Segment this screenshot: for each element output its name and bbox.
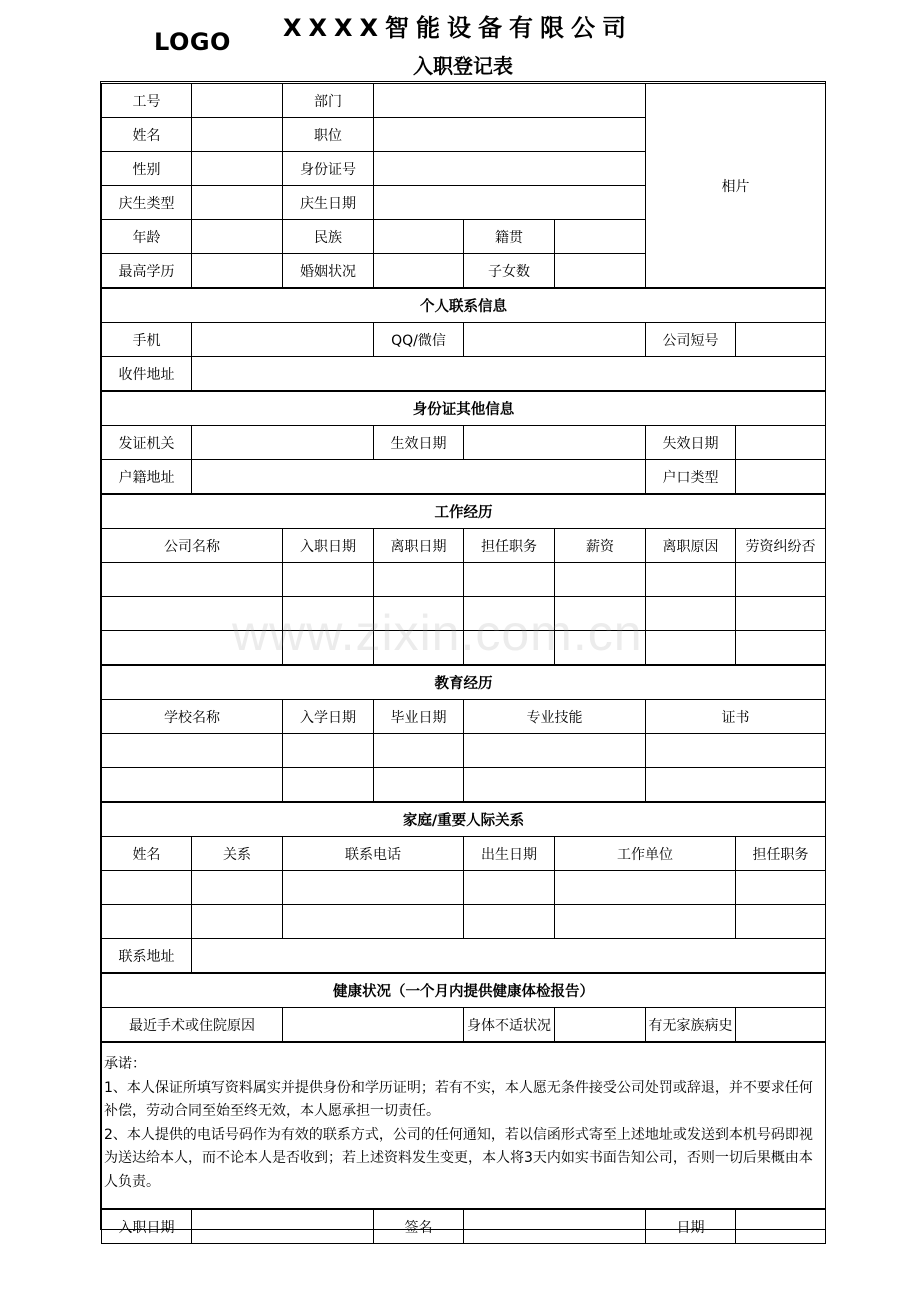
promise-title: 承诺： [104,1056,146,1072]
work-cell[interactable] [464,563,555,597]
label-household-address: 户籍地址 [102,460,192,495]
education-cell[interactable] [464,734,646,768]
field-qq-wechat[interactable] [464,323,646,357]
work-cell[interactable] [464,631,555,666]
field-surgery[interactable] [283,1008,464,1043]
field-birth-date[interactable] [374,186,646,220]
family-cell[interactable] [102,871,192,905]
work-cell[interactable] [374,563,464,597]
label-issuer: 发证机关 [102,426,192,460]
field-marital-status[interactable] [374,254,464,289]
education-cell[interactable] [374,768,464,803]
family-cell[interactable] [736,905,826,939]
work-row [102,597,826,631]
family-header: 联系电话 [283,837,464,871]
field-name[interactable] [192,118,283,152]
label-birth-date: 庆生日期 [283,186,374,220]
work-cell[interactable] [283,597,374,631]
work-header: 担任职务 [464,529,555,563]
field-employee-id[interactable] [192,84,283,118]
education-cell[interactable] [464,768,646,803]
section-work-title: 工作经历 [102,494,826,529]
label-valid-from: 生效日期 [374,426,464,460]
field-mail-address[interactable] [192,357,826,392]
promise-item-1: 1、本人保证所填写资料属实并提供身份和学历证明；若有不实，本人愿无条件接受公司处罚或辞退，并不要求任何补偿，劳动合同至始至终无效，本人愿承担一切责任。 [104,1079,813,1119]
label-ethnicity: 民族 [283,220,374,254]
field-valid-from[interactable] [464,426,646,460]
logo: LOGO [154,28,231,56]
section-education-title: 教育经历 [102,665,826,700]
education-row [102,768,826,803]
family-cell[interactable] [464,871,555,905]
family-header: 关系 [192,837,283,871]
work-header: 离职原因 [646,529,736,563]
field-date[interactable] [736,1209,826,1244]
promise-item-2: 2、本人提供的电话号码作为有效的联系方式，公司的任何通知，若以信函形式寄至上述地址或发送到本机号码即视为送达给本人，而不论本人是否收到；若上述资料发生变更，本人将3天内如实书面告知公司，否则一切后果概由本人负责。 [104,1126,813,1190]
field-family-address[interactable] [192,939,826,974]
work-row [102,563,826,597]
label-children: 子女数 [464,254,555,289]
family-header: 出生日期 [464,837,555,871]
work-cell[interactable] [736,597,826,631]
education-cell[interactable] [102,768,283,803]
work-cell[interactable] [374,631,464,666]
label-family-address: 联系地址 [102,939,192,974]
field-ethnicity[interactable] [374,220,464,254]
family-cell[interactable] [283,871,464,905]
photo-box[interactable]: 相片 [646,84,826,289]
label-position: 职位 [283,118,374,152]
family-row [102,871,826,905]
work-cell[interactable] [102,597,283,631]
section-contact-title: 个人联系信息 [102,288,826,323]
label-company-short: 公司短号 [646,323,736,357]
family-cell[interactable] [102,905,192,939]
label-qq-wechat: QQ/微信 [374,323,464,357]
label-age: 年龄 [102,220,192,254]
work-cell[interactable] [736,563,826,597]
field-company-short[interactable] [736,323,826,357]
label-family-disease: 有无家族病史 [646,1008,736,1043]
section-health-title: 健康状况（一个月内提供健康体检报告） [102,973,826,1008]
work-header: 离职日期 [374,529,464,563]
field-household-type[interactable] [736,460,826,495]
label-employee-id: 工号 [102,84,192,118]
family-cell[interactable] [192,871,283,905]
family-cell[interactable] [283,905,464,939]
label-name: 姓名 [102,118,192,152]
work-cell[interactable] [555,597,646,631]
education-cell[interactable] [646,768,826,803]
label-valid-to: 失效日期 [646,426,736,460]
registration-table [101,83,826,1244]
work-cell[interactable] [464,597,555,631]
education-cell[interactable] [374,734,464,768]
section-family-title: 家庭/重要人际关系 [102,802,826,837]
work-row [102,631,826,666]
work-cell[interactable] [736,631,826,666]
label-native-place: 籍贯 [464,220,555,254]
family-cell[interactable] [555,905,736,939]
education-header: 专业技能 [464,700,646,734]
field-issuer[interactable] [192,426,374,460]
work-cell[interactable] [555,631,646,666]
education-cell[interactable] [283,734,374,768]
label-department: 部门 [283,84,374,118]
work-cell[interactable] [374,597,464,631]
field-gender[interactable] [192,152,283,186]
field-id-number[interactable] [374,152,646,186]
family-cell[interactable] [555,871,736,905]
label-id-number: 身份证号 [283,152,374,186]
work-header: 入职日期 [283,529,374,563]
education-header: 证书 [646,700,826,734]
work-cell[interactable] [102,631,283,666]
work-cell[interactable] [102,563,283,597]
promise-block [102,1042,826,1209]
education-cell[interactable] [102,734,283,768]
work-header: 薪资 [555,529,646,563]
family-cell[interactable] [736,871,826,905]
field-family-disease[interactable] [736,1008,826,1043]
education-header: 学校名称 [102,700,283,734]
education-header: 入学日期 [283,700,374,734]
field-discomfort[interactable] [555,1008,646,1043]
field-native-place[interactable] [555,220,646,254]
work-cell[interactable] [646,597,736,631]
family-row [102,905,826,939]
work-cell[interactable] [283,563,374,597]
work-header: 公司名称 [102,529,283,563]
family-cell[interactable] [464,905,555,939]
form-title: 入职登记表 [413,54,513,78]
education-cell[interactable] [283,768,374,803]
watermark: www.zixin.com.cn [232,605,643,661]
field-valid-to[interactable] [736,426,826,460]
field-age[interactable] [192,220,283,254]
work-cell[interactable] [283,631,374,666]
field-birth-type[interactable] [192,186,283,220]
family-header: 担任职务 [736,837,826,871]
label-birth-type: 庆生类型 [102,186,192,220]
field-education[interactable] [192,254,283,289]
work-header: 劳资纠纷否 [736,529,826,563]
label-surgery: 最近手术或住院原因 [102,1008,283,1043]
company-name: XXXX智能设备有限公司 [283,14,634,42]
family-header: 工作单位 [555,837,736,871]
field-mobile[interactable] [192,323,374,357]
label-household-type: 户口类型 [646,460,736,495]
field-signature[interactable] [464,1209,646,1244]
label-discomfort: 身体不适状况 [464,1008,555,1043]
label-marital-status: 婚姻状况 [283,254,374,289]
work-cell[interactable] [646,563,736,597]
field-department[interactable] [374,84,646,118]
label-gender: 性别 [102,152,192,186]
label-date: 日期 [646,1209,736,1244]
education-header: 毕业日期 [374,700,464,734]
label-education: 最高学历 [102,254,192,289]
field-position[interactable] [374,118,646,152]
label-mobile: 手机 [102,323,192,357]
work-cell[interactable] [646,631,736,666]
education-row [102,734,826,768]
education-cell[interactable] [646,734,826,768]
field-entry-date[interactable] [192,1209,374,1244]
family-cell[interactable] [192,905,283,939]
work-cell[interactable] [555,563,646,597]
label-entry-date: 入职日期 [102,1209,192,1244]
family-header: 姓名 [102,837,192,871]
field-children[interactable] [555,254,646,289]
label-signature: 签名 [374,1209,464,1244]
field-household-address[interactable] [192,460,646,495]
section-id-title: 身份证其他信息 [102,391,826,426]
label-mail-address: 收件地址 [102,357,192,392]
